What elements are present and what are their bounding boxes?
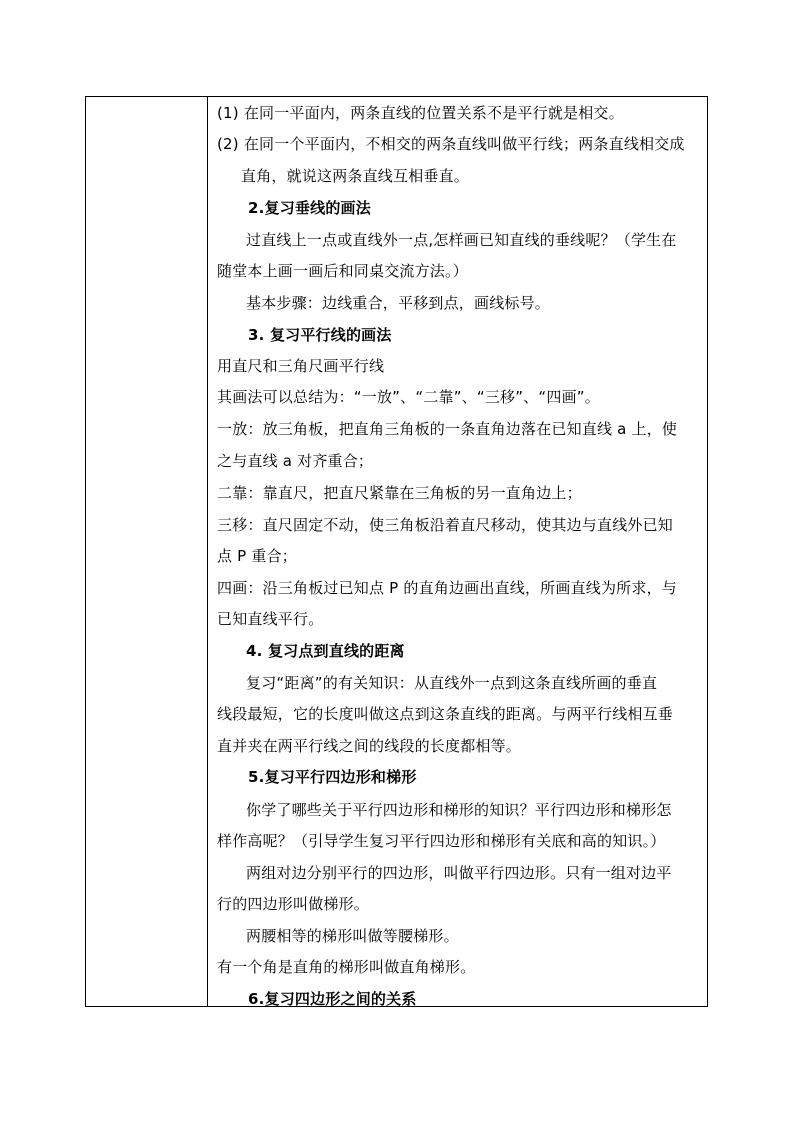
content-cell	[207, 97, 707, 1006]
text-line: 样作高呢？（引导学生复习平行四边形和梯形有关底和高的知识。）	[217, 832, 666, 850]
section-heading: 2.复习垂线的画法	[248, 199, 371, 217]
text-line: 线段最短，它的长度叫做这点到这条直线的距离。与两平行线相互垂	[217, 705, 674, 723]
lesson-table	[85, 96, 708, 1007]
text-line: 你学了哪些关于平行四边形和梯形的知识？平行四边形和梯形怎	[246, 801, 672, 819]
text-line: 有一个角是直角的梯形叫做直角梯形。	[217, 958, 476, 976]
section-heading: 6.复习四边形之间的关系	[248, 990, 417, 1006]
text-line: 二靠：靠直尺，把直尺紧靠在三角板的另一直角边上；	[217, 484, 582, 502]
text-line: 已知直线平行。	[217, 610, 324, 628]
section-heading: 3. 复习平行线的画法	[248, 326, 392, 344]
text-line: 四画：沿三角板过已知点 P 的直角边画出直线，所画直线为所求，与	[217, 579, 677, 597]
text-line: 其画法可以总结为：“一放”、“二靠”、“三移”、“四画”。	[217, 388, 600, 406]
text-line: 直并夹在两平行线之间的线段的长度都相等。	[217, 737, 522, 755]
text-line: 基本步骤：边线重合，平移到点，画线标号。	[246, 294, 551, 312]
text-line: 之与直线 a 对齐重合；	[217, 452, 374, 470]
text-line: 点 P 重合；	[217, 547, 297, 565]
text-line: 直角，就说这两条直线互相垂直。	[241, 167, 470, 185]
left-column-cell	[86, 97, 208, 1006]
text-line: 两组对边分别平行的四边形，叫做平行四边形。只有一组对边平	[246, 864, 672, 882]
text-line: 过直线上一点或直线外一点,怎样画已知直线的垂线呢？（学生在	[246, 231, 677, 249]
text-line: 复习“距离”的有关知识：从直线外一点到这条直线所画的垂直	[246, 674, 658, 692]
text-line: (2) 在同一个平面内，不相交的两条直线叫做平行线；两条直线相交成	[217, 135, 685, 153]
section-heading: 4. 复习点到直线的距离	[246, 642, 405, 660]
text-line: 三移：直尺固定不动，使三角板沿着直尺移动，使其边与直线外已知	[217, 516, 674, 534]
text-line: 一放：放三角板，把直角三角板的一条直角边落在已知直线 a 上，使	[217, 420, 678, 438]
text-line: 随堂本上画一画后和同桌交流方法。）	[217, 262, 468, 280]
text-line: (1) 在同一平面内，两条直线的位置关系不是平行就是相交。	[217, 104, 624, 122]
text-line: 两腰相等的梯形叫做等腰梯形。	[246, 927, 459, 945]
section-heading: 5.复习平行四边形和梯形	[248, 768, 417, 786]
text-line: 用直尺和三角尺画平行线	[217, 357, 385, 375]
text-line: 行的四边形叫做梯形。	[217, 895, 370, 913]
